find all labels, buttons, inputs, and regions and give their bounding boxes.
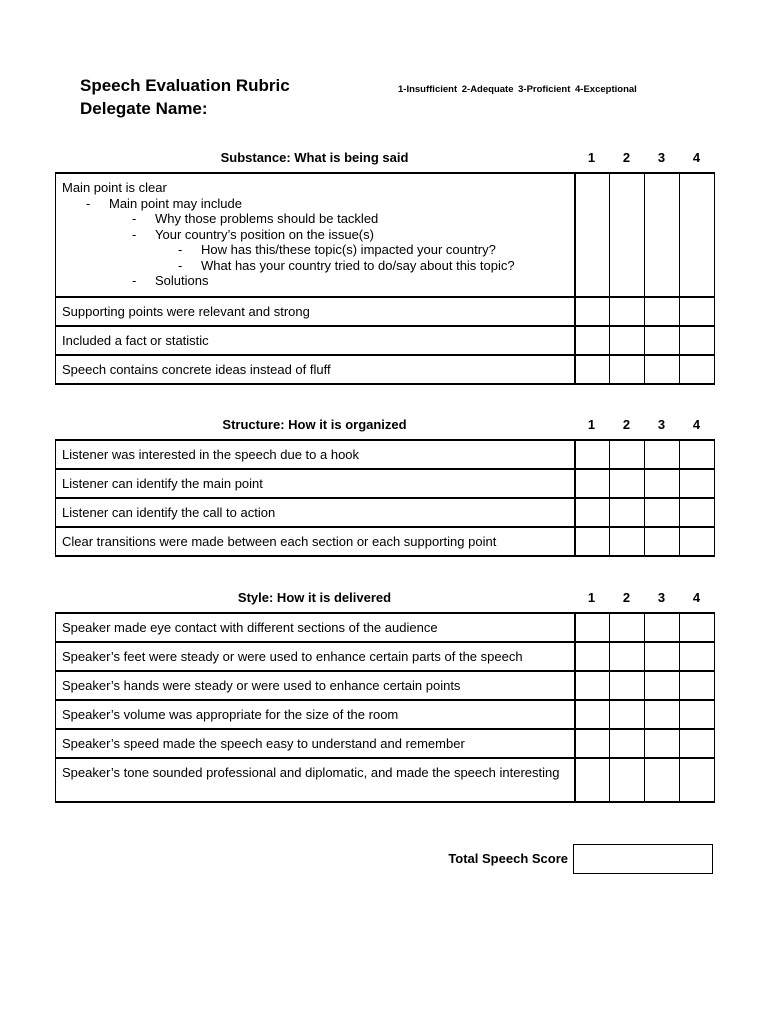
score-box[interactable] — [575, 355, 610, 384]
score-box[interactable] — [575, 498, 610, 527]
score-box[interactable] — [610, 355, 645, 384]
score-box[interactable] — [610, 671, 645, 700]
score-box[interactable] — [575, 642, 610, 671]
score-box[interactable] — [680, 527, 715, 556]
score-box[interactable] — [680, 326, 715, 355]
score-box[interactable] — [610, 642, 645, 671]
score-box[interactable] — [680, 613, 715, 642]
score-box[interactable] — [645, 469, 680, 498]
score-box[interactable] — [645, 758, 680, 802]
table-row — [56, 700, 715, 729]
score-box[interactable] — [575, 729, 610, 758]
score-box[interactable] — [575, 700, 610, 729]
criterion-text: Supporting points were relevant and strong — [56, 297, 575, 326]
criterion-text: Speech contains concrete ideas instead of fluff — [56, 355, 575, 384]
substance-heading: Substance: What is being said — [220, 150, 409, 165]
score-box[interactable] — [645, 355, 680, 384]
sub-bullet-text: Main point may include — [109, 195, 242, 211]
structure-section-header — [55, 417, 714, 433]
score-col-4: 4 — [692, 417, 701, 432]
score-col-3: 3 — [657, 590, 666, 605]
table-row — [56, 355, 715, 384]
substance-table — [55, 172, 715, 385]
sub-bullet: - Main point may include — [86, 195, 242, 211]
score-col-2: 2 — [622, 590, 631, 605]
table-row — [56, 527, 715, 556]
score-box[interactable] — [610, 326, 645, 355]
score-box[interactable] — [645, 613, 680, 642]
criterion-text: Speaker’s tone sounded professional and diplomatic, and made the speech interesting — [56, 758, 575, 802]
score-box[interactable] — [645, 729, 680, 758]
score-box[interactable] — [575, 297, 610, 326]
score-box[interactable] — [645, 700, 680, 729]
criterion-main-point — [56, 173, 575, 297]
criterion-text: Included a fact or statistic — [56, 326, 575, 355]
table-row — [56, 642, 715, 671]
score-box[interactable] — [680, 700, 715, 729]
criterion-text: Speaker’s feet were steady or were used to enhance certain parts of the speech — [56, 642, 575, 671]
criterion-text: Listener was interested in the speech due to a hook — [56, 440, 575, 469]
sub-bullet: - What has your country tried to do/say about this topic? — [178, 257, 515, 273]
sub-bullet-text: Solutions — [155, 273, 209, 288]
table-row — [56, 326, 715, 355]
style-heading: Style: How it is delivered — [237, 590, 392, 605]
sub-bullet: - Solutions — [132, 273, 209, 288]
score-box[interactable] — [610, 173, 645, 297]
score-box[interactable] — [610, 440, 645, 469]
substance-section-header — [55, 150, 714, 166]
score-box[interactable] — [575, 758, 610, 802]
structure-table — [55, 439, 715, 557]
score-box[interactable] — [645, 440, 680, 469]
score-box[interactable] — [645, 297, 680, 326]
score-box[interactable] — [680, 729, 715, 758]
criterion-text: Speaker’s hands were steady or were used to enhance certain points — [56, 671, 575, 700]
table-row — [56, 498, 715, 527]
score-box[interactable] — [575, 326, 610, 355]
score-box[interactable] — [645, 173, 680, 297]
score-box[interactable] — [610, 297, 645, 326]
score-box[interactable] — [680, 355, 715, 384]
score-col-2: 2 — [622, 150, 631, 165]
criterion-text: Speaker’s volume was appropriate for the size of the room — [56, 700, 575, 729]
score-box[interactable] — [680, 642, 715, 671]
criterion-text: Listener can identify the call to action — [56, 498, 575, 527]
sub-bullet-text: Why those problems should be tackled — [155, 211, 379, 226]
score-col-1: 1 — [587, 590, 596, 605]
sub-bullet: - Why those problems should be tackled — [132, 211, 379, 226]
table-row — [56, 440, 715, 469]
score-box[interactable] — [680, 498, 715, 527]
score-box[interactable] — [575, 613, 610, 642]
score-box[interactable] — [610, 758, 645, 802]
score-col-4: 4 — [692, 150, 701, 165]
table-row — [56, 758, 715, 802]
score-box[interactable] — [680, 440, 715, 469]
criterion-text: Main point is clear — [62, 180, 167, 195]
score-box[interactable] — [575, 173, 610, 297]
table-row — [56, 671, 715, 700]
score-box[interactable] — [610, 527, 645, 556]
score-box[interactable] — [575, 469, 610, 498]
table-row — [56, 297, 715, 326]
sub-bullet-text: What has your country tried to do/say about this topic? — [201, 257, 515, 273]
score-col-3: 3 — [657, 417, 666, 432]
total-score-label: Total Speech Score — [448, 851, 568, 866]
score-box[interactable] — [610, 729, 645, 758]
sub-bullet: - How has this/these topic(s) impacted your country? — [178, 242, 496, 257]
table-row — [56, 613, 715, 642]
style-table — [55, 612, 715, 803]
score-col-3: 3 — [657, 150, 666, 165]
criterion-text: Clear transitions were made between each section or each supporting point — [56, 527, 575, 556]
score-col-1: 1 — [587, 417, 596, 432]
score-box[interactable] — [680, 297, 715, 326]
score-col-2: 2 — [622, 417, 631, 432]
score-box[interactable] — [610, 498, 645, 527]
score-box[interactable] — [610, 700, 645, 729]
table-row — [56, 469, 715, 498]
sub-bullet-text: Your country’s position on the issue(s) — [155, 226, 374, 242]
score-box[interactable] — [645, 642, 680, 671]
criterion-text: Speaker’s speed made the speech easy to understand and remember — [56, 729, 575, 758]
total-score-box[interactable] — [573, 844, 713, 874]
score-box[interactable] — [610, 469, 645, 498]
score-box[interactable] — [645, 498, 680, 527]
score-box[interactable] — [645, 527, 680, 556]
score-box[interactable] — [680, 469, 715, 498]
score-box[interactable] — [575, 440, 610, 469]
score-box[interactable] — [680, 758, 715, 802]
score-box[interactable] — [575, 527, 610, 556]
page-title: Speech Evaluation Rubric — [80, 76, 290, 95]
criterion-text: Speaker made eye contact with different sections of the audience — [56, 613, 575, 642]
delegate-name-label: Delegate Name: — [80, 99, 208, 118]
table-row — [56, 729, 715, 758]
sub-bullet-text: How has this/these topic(s) impacted your country? — [201, 242, 496, 257]
score-box[interactable] — [680, 173, 715, 297]
style-section-header — [55, 590, 714, 606]
score-col-4: 4 — [692, 590, 701, 605]
sub-bullet: - Your country’s position on the issue(s) — [132, 226, 374, 242]
structure-heading: Structure: How it is organized — [222, 417, 407, 432]
rating-scale-legend: 1-Insufficient 2-Adequate 3-Proficient 4-Exceptional — [398, 84, 637, 95]
table-row — [56, 173, 715, 297]
score-box[interactable] — [575, 671, 610, 700]
score-box[interactable] — [610, 613, 645, 642]
score-box[interactable] — [645, 671, 680, 700]
criterion-text: Listener can identify the main point — [56, 469, 575, 498]
score-box[interactable] — [680, 671, 715, 700]
score-col-1: 1 — [587, 150, 596, 165]
score-box[interactable] — [645, 326, 680, 355]
